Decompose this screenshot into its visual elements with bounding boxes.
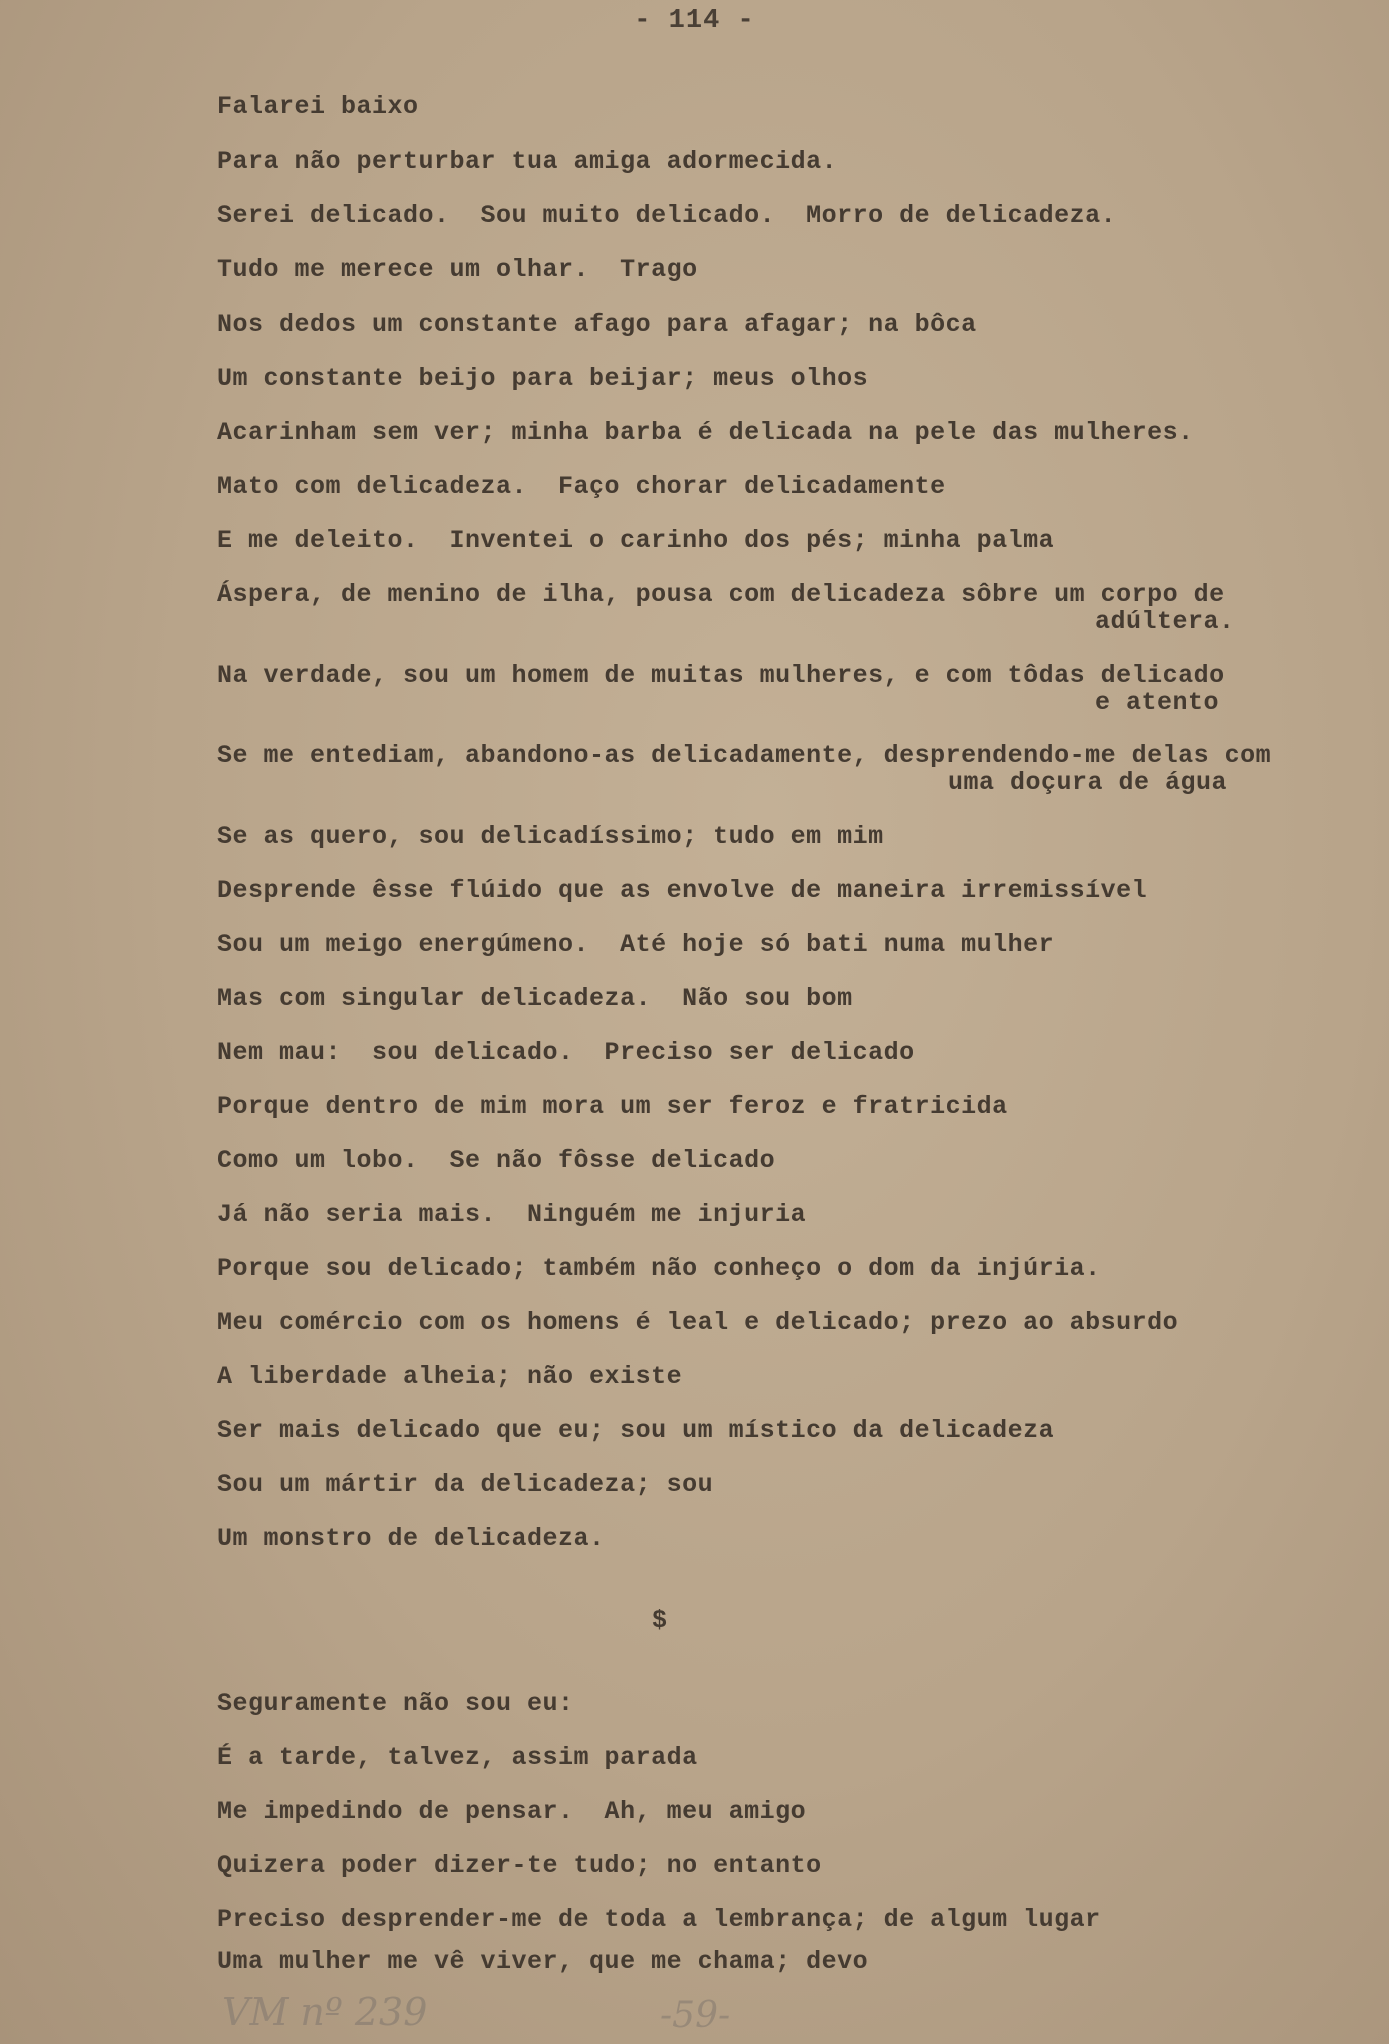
poem-line: Nos dedos um constante afago para afagar; na bôca [217, 310, 977, 339]
poem-line: Um monstro de delicadeza. [217, 1524, 605, 1553]
poem-line: Se me entediam, abandono-as delicadamente, desprendendo-me delas com [217, 741, 1272, 770]
poem-line: Se as quero, sou delicadíssimo; tudo em mim [217, 822, 884, 851]
page-number: - 114 - [634, 6, 755, 36]
poem-line-continuation: e atento [1095, 688, 1220, 717]
poem-line: Uma mulher me vê viver, que me chama; devo [217, 1947, 869, 1976]
handwritten-catalog-note: VM nº 239 [222, 1990, 428, 2034]
poem-line: Ser mais delicado que eu; sou um místico da delicadeza [217, 1416, 1055, 1445]
poem-line: Áspera, de menino de ilha, pousa com delicadeza sôbre um corpo de [217, 580, 1225, 609]
poem-line: E me deleito. Inventei o carinho dos pés; minha palma [217, 526, 1055, 555]
poem-line: Tudo me merece um olhar. Trago [217, 255, 698, 284]
poem-line: Seguramente não sou eu: [217, 1689, 574, 1718]
poem-line: Porque sou delicado; também não conheço o dom da injúria. [217, 1254, 1101, 1283]
poem-line: Porque dentro de mim mora um ser feroz e fratricida [217, 1092, 1008, 1121]
poem-line: Meu comércio com os homens é leal e delicado; prezo ao absurdo [217, 1308, 1179, 1337]
poem-line: Acarinham sem ver; minha barba é delicada na pele das mulheres. [217, 418, 1194, 447]
poem-line: Serei delicado. Sou muito delicado. Morro de delicadeza. [217, 201, 1117, 230]
poem-line: Na verdade, sou um homem de muitas mulheres, e com tôdas delicado [217, 661, 1225, 690]
poem-line: Sou um mártir da delicadeza; sou [217, 1470, 714, 1499]
poem-line: Já não seria mais. Ninguém me injuria [217, 1200, 807, 1229]
poem-line: Para não perturbar tua amiga adormecida. [217, 147, 838, 176]
poem-line: Me impedindo de pensar. Ah, meu amigo [217, 1797, 807, 1826]
handwritten-page-number: -59- [660, 1995, 731, 2036]
poem-line: Mas com singular delicadeza. Não sou bom [217, 984, 853, 1013]
poem-line: Falarei baixo [217, 92, 419, 121]
poem-line: Sou um meigo energúmeno. Até hoje só bati numa mulher [217, 930, 1055, 959]
poem-line: Como um lobo. Se não fôsse delicado [217, 1146, 776, 1175]
poem-line-continuation: uma doçura de água [948, 768, 1228, 797]
poem-line: Mato com delicadeza. Faço chorar delicadamente [217, 472, 946, 501]
poem-line: Quizera poder dizer-te tudo; no entanto [217, 1851, 822, 1880]
poem-line: A liberdade alheia; não existe [217, 1362, 683, 1391]
poem-line: Um constante beijo para beijar; meus olhos [217, 364, 869, 393]
poem-line: Preciso desprender-me de toda a lembrança; de algum lugar [217, 1905, 1101, 1934]
section-separator: $ [652, 1606, 668, 1635]
poem-line: Desprende êsse flúido que as envolve de maneira irremissível [217, 876, 1148, 905]
poem-line: É a tarde, talvez, assim parada [217, 1743, 698, 1772]
poem-line-continuation: adúltera. [1095, 607, 1235, 636]
poem-line: Nem mau: sou delicado. Preciso ser delicado [217, 1038, 915, 1067]
